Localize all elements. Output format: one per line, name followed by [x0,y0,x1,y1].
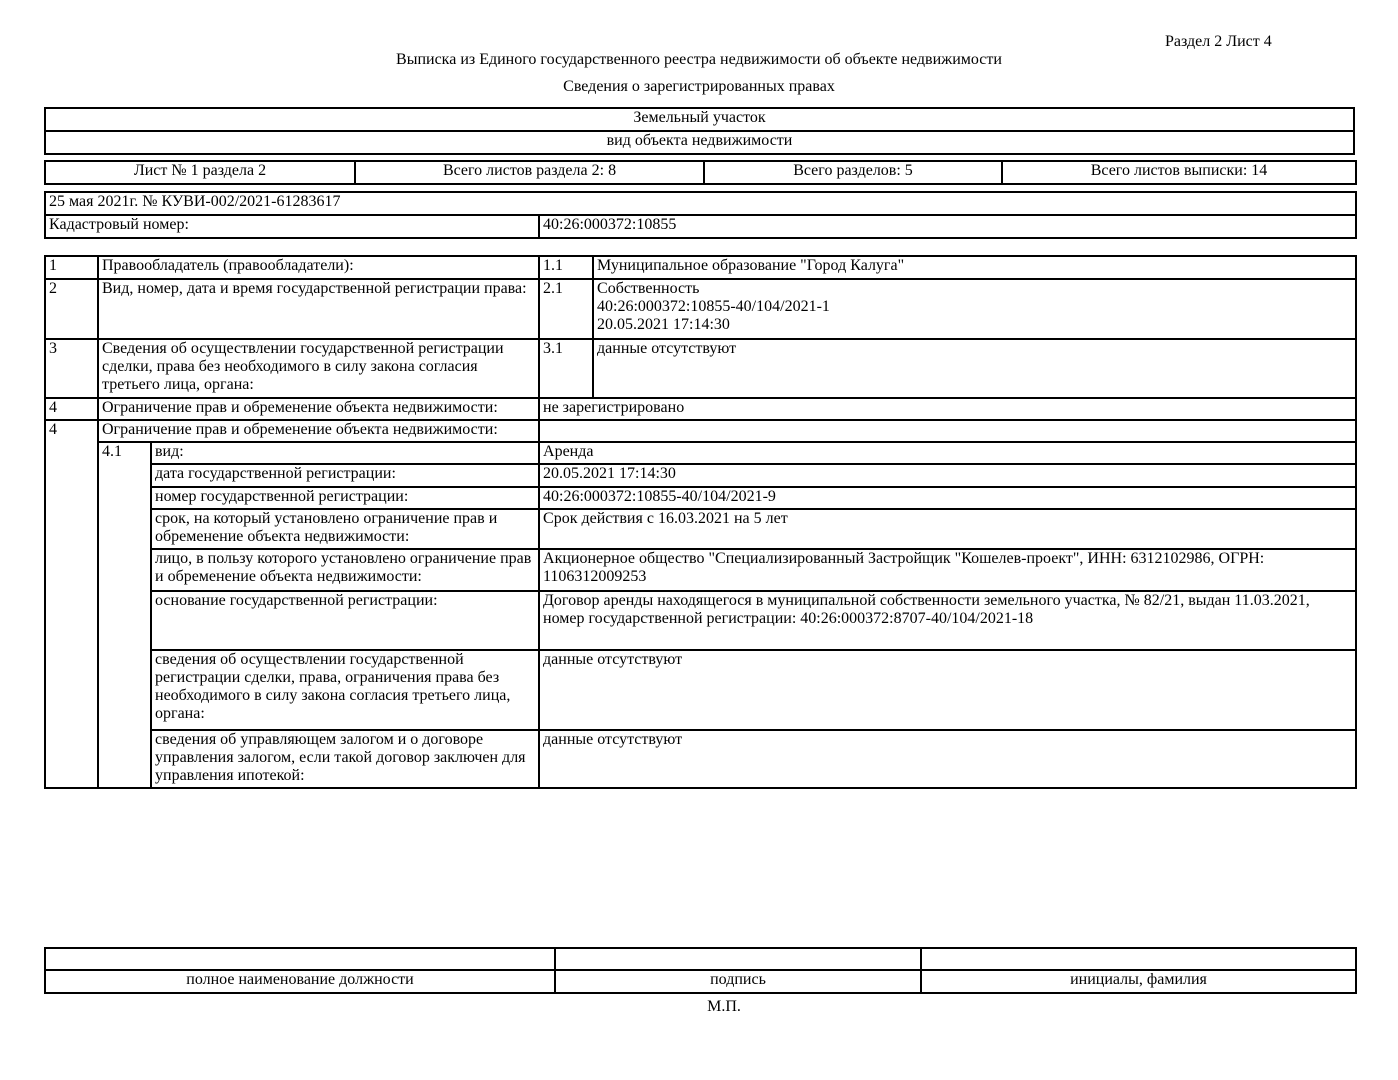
encumbrance-value: 40:26:000372:10855-40/104/2021-9 [539,487,1356,509]
row-label: Правообладатель (правообладатели): [98,256,539,279]
row-value: данные отсутствуют [593,339,1356,398]
row-subnumber: 1.1 [539,256,593,279]
encumbrance-value: Договор аренды находящегося в муниципальной собственности земельного участка, № 82/21, выдан 11.03.2021, номер государственной регистрации: 40:26:000372:8707-40/104/2021-18 [539,591,1356,650]
row-label: Ограничение прав и обременение объекта недвижимости: [98,398,539,420]
stamp-place: М.П. [707,998,741,1015]
document-date-number: 25 мая 2021г. № КУВИ-002/2021-61283617 [45,192,1356,215]
right-type: Собственность [597,280,700,297]
table-row [45,509,1356,549]
row-number: 1 [45,256,98,279]
object-type-label: вид объекта недвижимости [45,131,1354,154]
row-number: 2 [45,279,98,339]
row-label: Сведения об осуществлении государственной регистрации сделки, права без необходимого в силу закона согласия третьего лица, органа: [98,339,539,398]
encumbrance-label: сведения об осуществлении государственной регистрации сделки, права, ограничения права без необходимого в силу закона согласия третьего лица, органа: [151,650,539,730]
signature-table [44,947,1357,994]
row-number: 4 [45,398,98,420]
table-row [45,650,1356,730]
document-info-table [44,191,1357,239]
table-row [45,591,1356,650]
encumbrance-label: срок, на который установлено ограничение прав и обременение объекта недвижимости: [151,509,539,549]
position-field [45,948,555,970]
row-number: 3 [45,339,98,398]
object-type: Земельный участок [45,108,1354,131]
table-row [45,339,1356,398]
row-subnumber: 4.1 [98,442,151,788]
registration-number: 40:26:000372:10855-40/104/2021-1 [597,298,830,315]
encumbrance-value: 20.05.2021 17:14:30 [539,464,1356,487]
position-label: полное наименование должности [45,970,555,993]
encumbrance-label: номер государственной регистрации: [151,487,539,509]
rights-table [44,255,1357,789]
row-label: Вид, номер, дата и время государственной регистрации права: [98,279,539,339]
table-row [45,398,1356,420]
page-reference: Раздел 2 Лист 4 [1165,33,1272,50]
encumbrance-label: дата государственной регистрации: [151,464,539,487]
section-sheets-total: Всего листов раздела 2: 8 [355,161,704,184]
encumbrance-value: Аренда [539,442,1356,464]
table-row [45,549,1356,591]
encumbrance-label: лицо, в пользу которого установлено ограничение прав и обременение объекта недвижимости: [151,549,539,591]
cadastral-label: Кадастровый номер: [45,215,539,238]
encumbrance-label: сведения об управляющем залогом и о договоре управления залогом, если такой договор заключен для управления ипотекой: [151,730,539,788]
cadastral-value: 40:26:000372:10855 [539,215,1356,238]
extract-sheets-total: Всего листов выписки: 14 [1002,161,1356,184]
registration-details [593,279,1356,339]
table-row [45,730,1356,788]
row-value: не зарегистрировано [539,398,1356,420]
encumbrance-label: вид: [151,442,539,464]
encumbrance-value: Акционерное общество "Специализированный Застройщик "Кошелев-проект", ИНН: 6312102986, ОГРН: 1106312009253 [539,549,1356,591]
name-field [921,948,1356,970]
signature-label: подпись [555,970,921,993]
name-label: инициалы, фамилия [921,970,1356,993]
document-title: Выписка из Единого государственного реестра недвижимости об объекте недвижимости [396,51,1002,68]
row-subnumber: 2.1 [539,279,593,339]
table-row [45,487,1356,509]
sheet-number: Лист № 1 раздела 2 [45,161,355,184]
table-row [45,279,1356,339]
object-type-table [44,107,1355,155]
table-row [45,442,1356,464]
encumbrance-value: данные отсутствуют [539,730,1356,788]
encumbrance-value: данные отсутствуют [539,650,1356,730]
table-row [45,256,1356,279]
row-value [539,420,1356,442]
row-number: 4 [45,420,98,788]
registration-datetime: 20.05.2021 17:14:30 [597,316,730,333]
right-holder: Муниципальное образование "Город Калуга" [593,256,1356,279]
table-row [45,420,1356,442]
table-row [45,464,1356,487]
sections-total: Всего разделов: 5 [704,161,1002,184]
row-label: Ограничение прав и обременение объекта недвижимости: [98,420,539,442]
signature-field [555,948,921,970]
sheets-table [44,160,1357,185]
encumbrance-label: основание государственной регистрации: [151,591,539,650]
encumbrance-value: Срок действия с 16.03.2021 на 5 лет [539,509,1356,549]
row-subnumber: 3.1 [539,339,593,398]
document-subtitle: Сведения о зарегистрированных правах [563,78,835,95]
